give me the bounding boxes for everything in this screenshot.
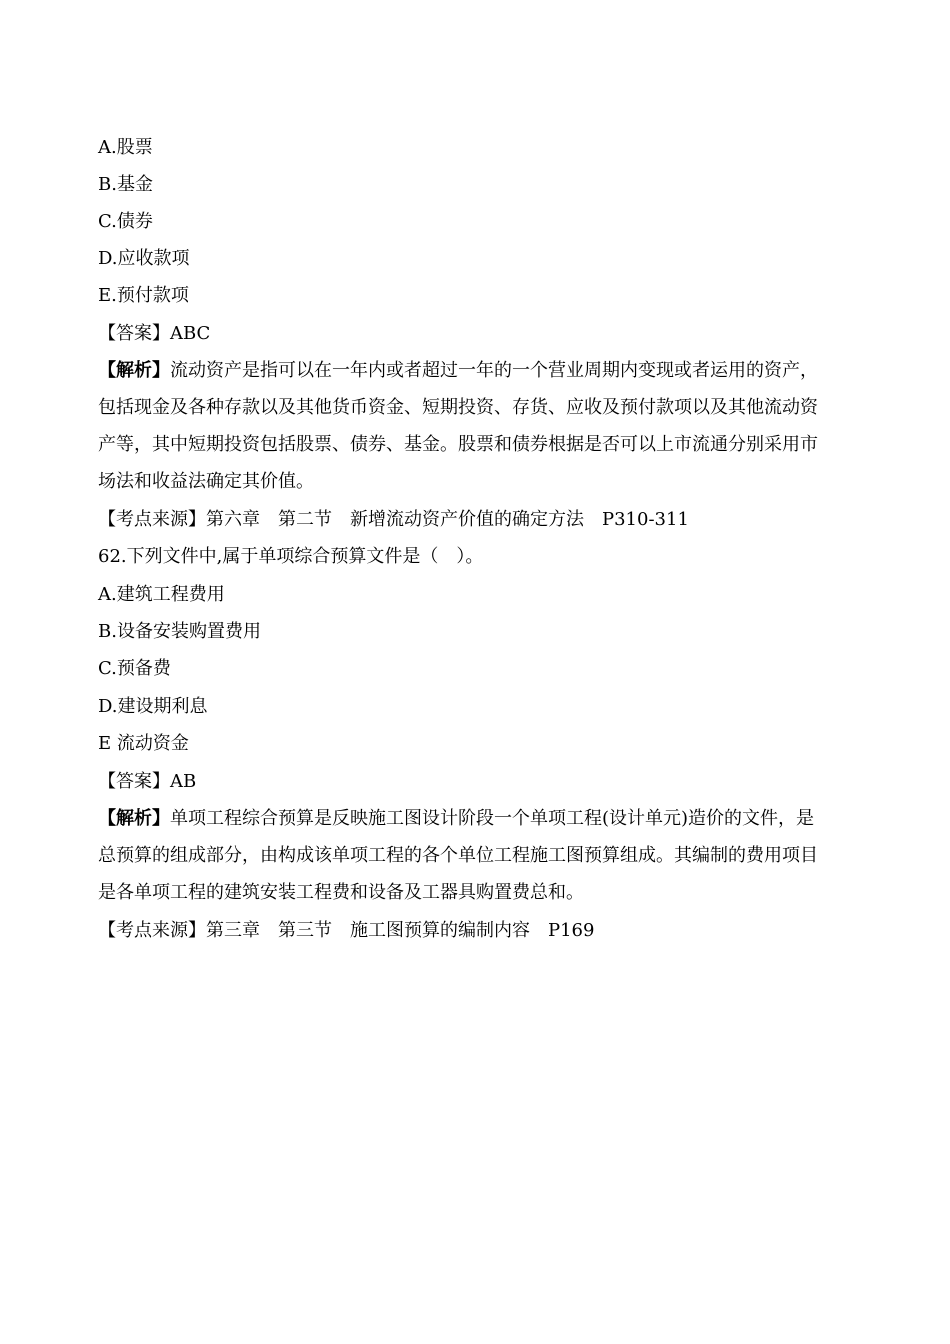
analysis-line: 是各单项工程的建筑安装工程费和设备及工器具购置费总和。 [98,882,584,903]
option-c: C.预备费 [98,658,171,679]
source-label: 【考点来源】 [98,920,206,941]
source-label: 【考点来源】 [98,509,206,530]
analysis-line: 场法和收益法确定其价值。 [98,471,314,492]
analysis-line: 【解析】单项工程综合预算是反映施工图设计阶段一个单项工程(设计单元)造价的文件，是 [98,808,815,829]
answer-line [98,770,196,794]
option-e: E 流动资金 [98,733,189,754]
option-e: E.预付款项 [98,285,189,306]
analysis-line: 产等，其中短期投资包括股票、债券、基金。股票和债券根据是否可以上市流通分别采用市 [98,434,818,455]
answer-value: ABC [170,323,211,344]
option-c: C.债券 [98,211,153,232]
question-62: 62.下列文件中,属于单项综合预算文件是（ ）。 [98,546,484,567]
option-a: A.建筑工程费用 [98,584,225,605]
analysis-paragraph [98,800,870,911]
analysis-line: 包括现金及各种存款以及其他货币资金、短期投资、存货、应收及预付款项以及其他流动资 [98,397,818,418]
option-b: B.基金 [98,174,153,195]
analysis-label: 【解析】 [98,360,170,381]
answer-label: 【答案】 [98,771,170,792]
answer-label: 【答案】 [98,323,170,344]
option-d: D.应收款项 [98,248,190,269]
answer-line [98,322,210,346]
analysis-line: 总预算的组成部分，由构成该单项工程的各个单位工程施工图预算组成。其编制的费用项目 [98,845,818,866]
option-d: D.建设期利息 [98,696,208,717]
source-value: 第六章 第二节 新增流动资产价值的确定方法 P310-311 [206,509,689,530]
source-line [98,919,594,943]
option-b: B.设备安装购置费用 [98,621,261,642]
answer-value: AB [170,771,197,792]
source-value: 第三章 第三节 施工图预算的编制内容 P169 [206,920,595,941]
source-line [98,508,689,532]
analysis-line: 【解析】流动资产是指可以在一年内或者超过一年的一个营业周期内变现或者运用的资产， [98,360,818,381]
analysis-label: 【解析】 [98,808,170,829]
option-a: A.股票 [98,137,153,158]
analysis-paragraph [98,352,870,500]
